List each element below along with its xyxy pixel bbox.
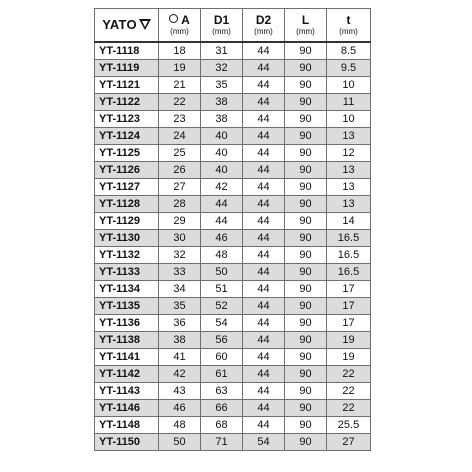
- value-t-cell: 9.5: [327, 60, 371, 77]
- table-row: [95, 332, 371, 349]
- diameter-icon: [169, 14, 178, 23]
- value-d2-cell: 54: [243, 434, 285, 451]
- value-t-cell: 16.5: [327, 247, 371, 264]
- column-unit-d2: (mm): [254, 26, 273, 36]
- table-row: [95, 196, 371, 213]
- value-l-cell: 90: [285, 213, 327, 230]
- value-d1-cell: 38: [201, 111, 243, 128]
- product-code-cell: YT-1141: [95, 349, 159, 366]
- value-t-cell: 19: [327, 332, 371, 349]
- value-a-cell: 33: [159, 264, 201, 281]
- value-a-cell: 28: [159, 196, 201, 213]
- table-row: [95, 162, 371, 179]
- value-l-cell: 90: [285, 400, 327, 417]
- value-d1-cell: 63: [201, 383, 243, 400]
- table-row: [95, 179, 371, 196]
- value-d1-cell: 68: [201, 417, 243, 434]
- value-d1-cell: 56: [201, 332, 243, 349]
- value-d2-cell: 44: [243, 213, 285, 230]
- product-code-cell: YT-1134: [95, 281, 159, 298]
- value-l-cell: 90: [285, 145, 327, 162]
- value-d1-cell: 35: [201, 77, 243, 94]
- product-code-cell: YT-1121: [95, 77, 159, 94]
- value-l-cell: 90: [285, 196, 327, 213]
- value-l-cell: 90: [285, 60, 327, 77]
- yato-logo-icon: [139, 19, 151, 30]
- value-t-cell: 17: [327, 298, 371, 315]
- spec-table: [94, 8, 371, 451]
- value-d1-cell: 32: [201, 60, 243, 77]
- column-name-d2: D2: [255, 12, 272, 27]
- product-code-cell: YT-1132: [95, 247, 159, 264]
- value-d2-cell: 44: [243, 417, 285, 434]
- value-d1-cell: 51: [201, 281, 243, 298]
- column-name-t: t: [346, 12, 351, 27]
- value-l-cell: 90: [285, 434, 327, 451]
- value-d1-cell: 46: [201, 230, 243, 247]
- table-row: [95, 247, 371, 264]
- value-d2-cell: 44: [243, 145, 285, 162]
- table-row: [95, 400, 371, 417]
- value-d1-cell: 48: [201, 247, 243, 264]
- value-a-cell: 50: [159, 434, 201, 451]
- column-unit-t: (mm): [339, 26, 358, 36]
- column-name-d1: D1: [213, 12, 230, 27]
- product-code-cell: YT-1142: [95, 366, 159, 383]
- value-a-cell: 24: [159, 128, 201, 145]
- product-code-cell: YT-1148: [95, 417, 159, 434]
- table-body: [95, 42, 371, 451]
- column-name-a: A: [181, 12, 190, 27]
- value-a-cell: 26: [159, 162, 201, 179]
- value-t-cell: 22: [327, 366, 371, 383]
- value-d2-cell: 44: [243, 77, 285, 94]
- value-d2-cell: 44: [243, 281, 285, 298]
- value-t-cell: 13: [327, 196, 371, 213]
- value-d2-cell: 44: [243, 196, 285, 213]
- column-header-d1: [201, 9, 243, 43]
- column-header-t: [327, 9, 371, 43]
- value-a-cell: 34: [159, 281, 201, 298]
- table-row: [95, 366, 371, 383]
- product-code-cell: YT-1123: [95, 111, 159, 128]
- column-unit-l: (mm): [296, 26, 315, 36]
- product-code-cell: YT-1130: [95, 230, 159, 247]
- value-d2-cell: 44: [243, 162, 285, 179]
- product-code-cell: YT-1118: [95, 42, 159, 60]
- value-d2-cell: 44: [243, 264, 285, 281]
- value-d1-cell: 61: [201, 366, 243, 383]
- value-d1-cell: 38: [201, 94, 243, 111]
- value-l-cell: 90: [285, 111, 327, 128]
- value-d1-cell: 44: [201, 213, 243, 230]
- value-a-cell: 18: [159, 42, 201, 60]
- table-row: [95, 315, 371, 332]
- value-l-cell: 90: [285, 42, 327, 60]
- value-a-cell: 23: [159, 111, 201, 128]
- table-row: [95, 349, 371, 366]
- value-t-cell: 13: [327, 179, 371, 196]
- value-a-cell: 32: [159, 247, 201, 264]
- value-d2-cell: 44: [243, 349, 285, 366]
- column-header-a: [159, 9, 201, 43]
- value-t-cell: 12: [327, 145, 371, 162]
- value-l-cell: 90: [285, 128, 327, 145]
- table-row: [95, 264, 371, 281]
- value-t-cell: 13: [327, 128, 371, 145]
- value-t-cell: 11: [327, 94, 371, 111]
- product-code-cell: YT-1126: [95, 162, 159, 179]
- value-d2-cell: 44: [243, 400, 285, 417]
- value-a-cell: 36: [159, 315, 201, 332]
- product-code-cell: YT-1125: [95, 145, 159, 162]
- value-a-cell: 27: [159, 179, 201, 196]
- value-l-cell: 90: [285, 298, 327, 315]
- table-row: [95, 213, 371, 230]
- product-code-cell: YT-1135: [95, 298, 159, 315]
- product-code-cell: YT-1146: [95, 400, 159, 417]
- table-row: [95, 298, 371, 315]
- value-l-cell: 90: [285, 349, 327, 366]
- product-code-cell: YT-1133: [95, 264, 159, 281]
- table-row: [95, 42, 371, 60]
- value-l-cell: 90: [285, 247, 327, 264]
- value-d2-cell: 44: [243, 42, 285, 60]
- table-row: [95, 417, 371, 434]
- table-row: [95, 60, 371, 77]
- value-d2-cell: 44: [243, 366, 285, 383]
- value-d1-cell: 40: [201, 145, 243, 162]
- value-d2-cell: 44: [243, 111, 285, 128]
- value-a-cell: 43: [159, 383, 201, 400]
- value-t-cell: 17: [327, 315, 371, 332]
- value-t-cell: 27: [327, 434, 371, 451]
- value-d1-cell: 44: [201, 196, 243, 213]
- value-t-cell: 16.5: [327, 230, 371, 247]
- product-code-cell: YT-1143: [95, 383, 159, 400]
- product-code-cell: YT-1150: [95, 434, 159, 451]
- value-t-cell: 25.5: [327, 417, 371, 434]
- value-t-cell: 16.5: [327, 264, 371, 281]
- value-l-cell: 90: [285, 383, 327, 400]
- product-code-cell: YT-1127: [95, 179, 159, 196]
- product-code-cell: YT-1138: [95, 332, 159, 349]
- value-a-cell: 19: [159, 60, 201, 77]
- value-t-cell: 22: [327, 383, 371, 400]
- value-l-cell: 90: [285, 179, 327, 196]
- value-a-cell: 22: [159, 94, 201, 111]
- value-a-cell: 46: [159, 400, 201, 417]
- value-d2-cell: 44: [243, 315, 285, 332]
- product-code-cell: YT-1128: [95, 196, 159, 213]
- table-row: [95, 230, 371, 247]
- brand-name: YATO: [102, 17, 137, 32]
- value-d2-cell: 44: [243, 128, 285, 145]
- column-header-d2: [243, 9, 285, 43]
- table-row: [95, 94, 371, 111]
- value-a-cell: 25: [159, 145, 201, 162]
- value-a-cell: 21: [159, 77, 201, 94]
- value-d1-cell: 40: [201, 162, 243, 179]
- product-code-cell: YT-1136: [95, 315, 159, 332]
- value-a-cell: 38: [159, 332, 201, 349]
- value-d2-cell: 44: [243, 298, 285, 315]
- brand-cell: [95, 9, 159, 43]
- value-t-cell: 22: [327, 400, 371, 417]
- value-l-cell: 90: [285, 77, 327, 94]
- value-t-cell: 8.5: [327, 42, 371, 60]
- value-d2-cell: 44: [243, 60, 285, 77]
- value-d2-cell: 44: [243, 247, 285, 264]
- value-d1-cell: 66: [201, 400, 243, 417]
- value-t-cell: 14: [327, 213, 371, 230]
- value-d1-cell: 50: [201, 264, 243, 281]
- table-row: [95, 77, 371, 94]
- value-t-cell: 10: [327, 111, 371, 128]
- value-l-cell: 90: [285, 281, 327, 298]
- value-d1-cell: 31: [201, 42, 243, 60]
- column-name-l: L: [301, 12, 310, 27]
- value-d1-cell: 60: [201, 349, 243, 366]
- table-row: [95, 383, 371, 400]
- value-l-cell: 90: [285, 264, 327, 281]
- column-unit-d1: (mm): [212, 26, 231, 36]
- value-d1-cell: 71: [201, 434, 243, 451]
- value-d2-cell: 44: [243, 94, 285, 111]
- value-d1-cell: 54: [201, 315, 243, 332]
- product-code-cell: YT-1129: [95, 213, 159, 230]
- value-d2-cell: 44: [243, 383, 285, 400]
- value-d1-cell: 52: [201, 298, 243, 315]
- value-t-cell: 13: [327, 162, 371, 179]
- table-row: [95, 434, 371, 451]
- value-d2-cell: 44: [243, 332, 285, 349]
- value-l-cell: 90: [285, 366, 327, 383]
- value-a-cell: 48: [159, 417, 201, 434]
- value-d2-cell: 44: [243, 179, 285, 196]
- header-row: [95, 9, 371, 43]
- value-l-cell: 90: [285, 162, 327, 179]
- value-d1-cell: 40: [201, 128, 243, 145]
- value-l-cell: 90: [285, 417, 327, 434]
- value-t-cell: 17: [327, 281, 371, 298]
- table-row: [95, 128, 371, 145]
- value-a-cell: 35: [159, 298, 201, 315]
- value-l-cell: 90: [285, 315, 327, 332]
- product-code-cell: YT-1119: [95, 60, 159, 77]
- column-header-l: [285, 9, 327, 43]
- value-a-cell: 29: [159, 213, 201, 230]
- value-l-cell: 90: [285, 332, 327, 349]
- column-unit-a: (mm): [170, 26, 189, 36]
- brand-logo: [102, 17, 151, 32]
- value-t-cell: 10: [327, 77, 371, 94]
- table-row: [95, 145, 371, 162]
- value-a-cell: 42: [159, 366, 201, 383]
- value-d1-cell: 42: [201, 179, 243, 196]
- product-code-cell: YT-1124: [95, 128, 159, 145]
- table-row: [95, 111, 371, 128]
- value-t-cell: 19: [327, 349, 371, 366]
- value-d2-cell: 44: [243, 230, 285, 247]
- product-code-cell: YT-1122: [95, 94, 159, 111]
- value-a-cell: 30: [159, 230, 201, 247]
- value-l-cell: 90: [285, 94, 327, 111]
- value-a-cell: 41: [159, 349, 201, 366]
- table-row: [95, 281, 371, 298]
- value-l-cell: 90: [285, 230, 327, 247]
